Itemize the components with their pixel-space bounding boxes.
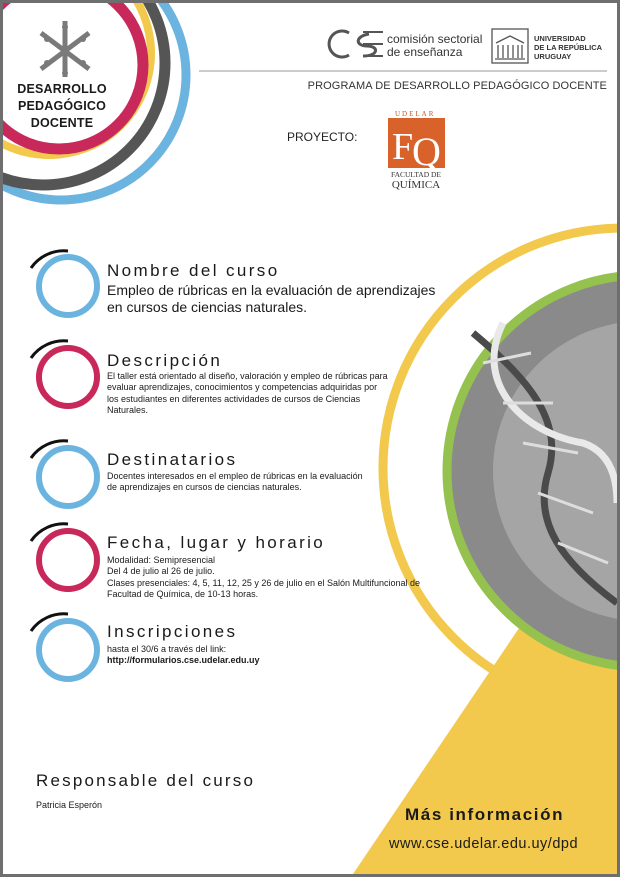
section-circle-inscripciones bbox=[31, 614, 97, 679]
poster bbox=[3, 3, 617, 874]
section-title-destinatarios: Destinatarios bbox=[107, 450, 238, 469]
logo-line-3: DOCENTE bbox=[30, 116, 94, 130]
svg-text:F: F bbox=[392, 126, 414, 168]
section-circle-nombre bbox=[31, 251, 97, 315]
section-circle-descripcion bbox=[31, 341, 97, 406]
cse-name bbox=[387, 33, 482, 59]
fq-logo-icon bbox=[388, 118, 445, 174]
udelar-building-icon bbox=[492, 29, 528, 63]
destinatarios-line-1: Docentes interesados en el empleo de rúbricas en la evaluación bbox=[107, 471, 363, 481]
logo-line-2: PEDAGÓGICO bbox=[17, 99, 107, 113]
udelar-line-1: UNIVERSIDAD bbox=[534, 34, 586, 43]
udelar-name bbox=[534, 34, 602, 61]
descripcion-line-3: los estudiantes en diferentes actividades de cursos de Ciencias bbox=[107, 393, 361, 404]
logo-title bbox=[7, 81, 117, 132]
mas-info-title: Más información bbox=[405, 805, 565, 824]
section-body-nombre bbox=[107, 282, 435, 316]
udelar-line-3: URUGUAY bbox=[534, 52, 572, 61]
cse-line-2: de enseñanza bbox=[387, 45, 463, 59]
proyecto-label: PROYECTO: bbox=[287, 130, 358, 144]
descripcion-line-2: evaluar aprendizajes, conocimientos y competencias adquiridas por bbox=[107, 382, 378, 393]
section-body-inscripciones bbox=[107, 644, 260, 667]
nombre-line-2: en cursos de ciencias naturales. bbox=[107, 299, 307, 315]
logo-line-1: DESARROLLO bbox=[17, 82, 107, 96]
section-body-destinatarios bbox=[107, 471, 363, 494]
section-title-fecha: Fecha, lugar y horario bbox=[107, 533, 326, 552]
section-body-fecha bbox=[107, 555, 420, 600]
descripcion-line-4: Naturales. bbox=[107, 404, 149, 415]
fecha-line-3: Clases presenciales: 4, 5, 11, 12, 25 y 26 de julio en el Salón Multifuncional de bbox=[107, 577, 421, 588]
section-title-inscripciones: Inscripciones bbox=[107, 622, 238, 641]
cse-logo-icon bbox=[329, 31, 383, 57]
svg-text:Q: Q bbox=[412, 129, 441, 174]
section-body-descripcion bbox=[107, 371, 388, 416]
descripcion-line-1: El taller está orientado al diseño, valoración y empleo de rúbricas para bbox=[107, 371, 388, 381]
responsable-name: Patricia Esperón bbox=[36, 800, 103, 810]
section-circle-destinatarios bbox=[31, 441, 97, 506]
section-title-descripcion: Descripción bbox=[107, 351, 223, 370]
fecha-line-2: Del 4 de julio al 26 de julio. bbox=[107, 566, 215, 577]
cse-line-1: comisión sectorial bbox=[387, 32, 483, 46]
section-circle-fecha bbox=[31, 524, 97, 589]
destinatarios-line-2: de aprendizajes en cursos de ciencias naturales. bbox=[107, 482, 302, 493]
responsable-title: Responsable del curso bbox=[36, 771, 256, 790]
fq-caption-line-2: QUÍMICA bbox=[391, 179, 441, 191]
program-title: PROGRAMA DE DESARROLLO PEDAGÓGICO DOCENTE bbox=[307, 80, 607, 92]
nombre-line-1: Empleo de rúbricas en la evaluación de aprendizajes bbox=[107, 282, 436, 298]
fq-caption bbox=[385, 170, 447, 190]
inscripciones-link[interactable]: http://formularios.cse.udelar.edu.uy bbox=[107, 655, 260, 666]
mas-info-url[interactable]: www.cse.udelar.edu.uy/dpd bbox=[389, 836, 579, 852]
udelar-line-2: DE LA REPÚBLICA bbox=[534, 43, 603, 52]
fecha-line-1: Modalidad: Semipresencial bbox=[107, 555, 216, 565]
inscripciones-line-1: hasta el 30/6 a través del link: bbox=[107, 644, 227, 654]
fq-top-text: UDELAR bbox=[395, 110, 436, 118]
fecha-line-4: Facultad de Química, de 10-13 horas. bbox=[107, 588, 259, 599]
fq-caption-line-1: FACULTAD DE bbox=[390, 170, 442, 179]
section-title-nombre: Nombre del curso bbox=[107, 261, 280, 280]
